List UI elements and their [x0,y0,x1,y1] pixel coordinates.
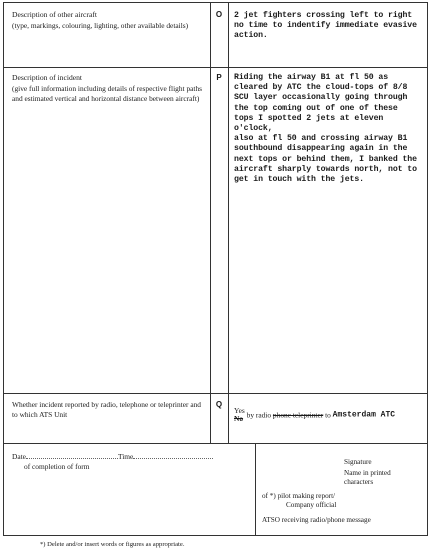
atso-label: ATSO receiving radio/phone message [262,516,371,525]
row-q-unit: Amsterdam ATC [332,410,396,420]
of-label: of *) pilot making report/ [262,491,336,500]
incident-report-form [3,2,428,536]
row-q-by-radio: by radio [246,410,272,420]
date-field[interactable] [26,458,118,459]
row-q-letter: Q [215,400,223,409]
column-divider-label [210,3,211,443]
row-divider-q [4,443,427,444]
row-p-label [12,73,204,104]
completion-block [12,452,248,472]
row-o-answer: 2 jet fighters crossing left to right no time to indentify immediate evasive action. [234,11,417,41]
row-q-to: to [325,410,331,420]
date-label: Date [12,452,26,461]
row-q-answer [234,407,426,423]
row-o-title: Description of other aircraft [12,10,97,19]
signature-block [262,458,422,525]
row-divider-p [4,393,427,394]
row-o-hint: (type, markings, colouring, lighting, other available details) [12,21,189,30]
row-p-answer: Riding the airway B1 at fl 50 as cleared by ATC the cloud-tops of 8/8 SCU layer occasionally going through the top coming out of one of these tops I spotted 2 jets at eleven o'clock, also at fl 50 and crossing airway B1 southbound disappearing again in the next tops or behind them, I banked the aircraft sharply towards north, not to get in touch with the jets. [234,73,417,185]
bottom-divider [255,443,256,536]
row-p-hint: (give full information including details of respective flight paths and estimated vertical and horizontal distance between aircraft) [12,84,203,103]
row-q-phone-teleprinter: phone teleprinter [272,410,324,420]
time-label: Time [117,452,134,461]
row-q-yes: Yes [234,406,245,415]
signature-label: Signature [344,458,372,466]
row-o-label [12,10,204,31]
row-q-label: Whether incident reported by radio, telephone or teleprinter and to which ATS Unit [12,400,201,419]
completion-label: of completion of form [24,462,90,471]
row-divider-o [4,67,427,68]
footnote: *) Delete and/or insert words or figures as appropriate. [40,541,185,548]
row-p-title: Description of incident [12,73,83,82]
row-o-letter: O [215,10,223,19]
name-label: Name in printed characters [344,469,391,487]
column-divider-letter [228,3,229,443]
row-q-no: No [234,414,244,423]
company-label: Company official [286,500,337,509]
time-field[interactable] [133,458,213,459]
row-p-letter: P [216,73,222,82]
